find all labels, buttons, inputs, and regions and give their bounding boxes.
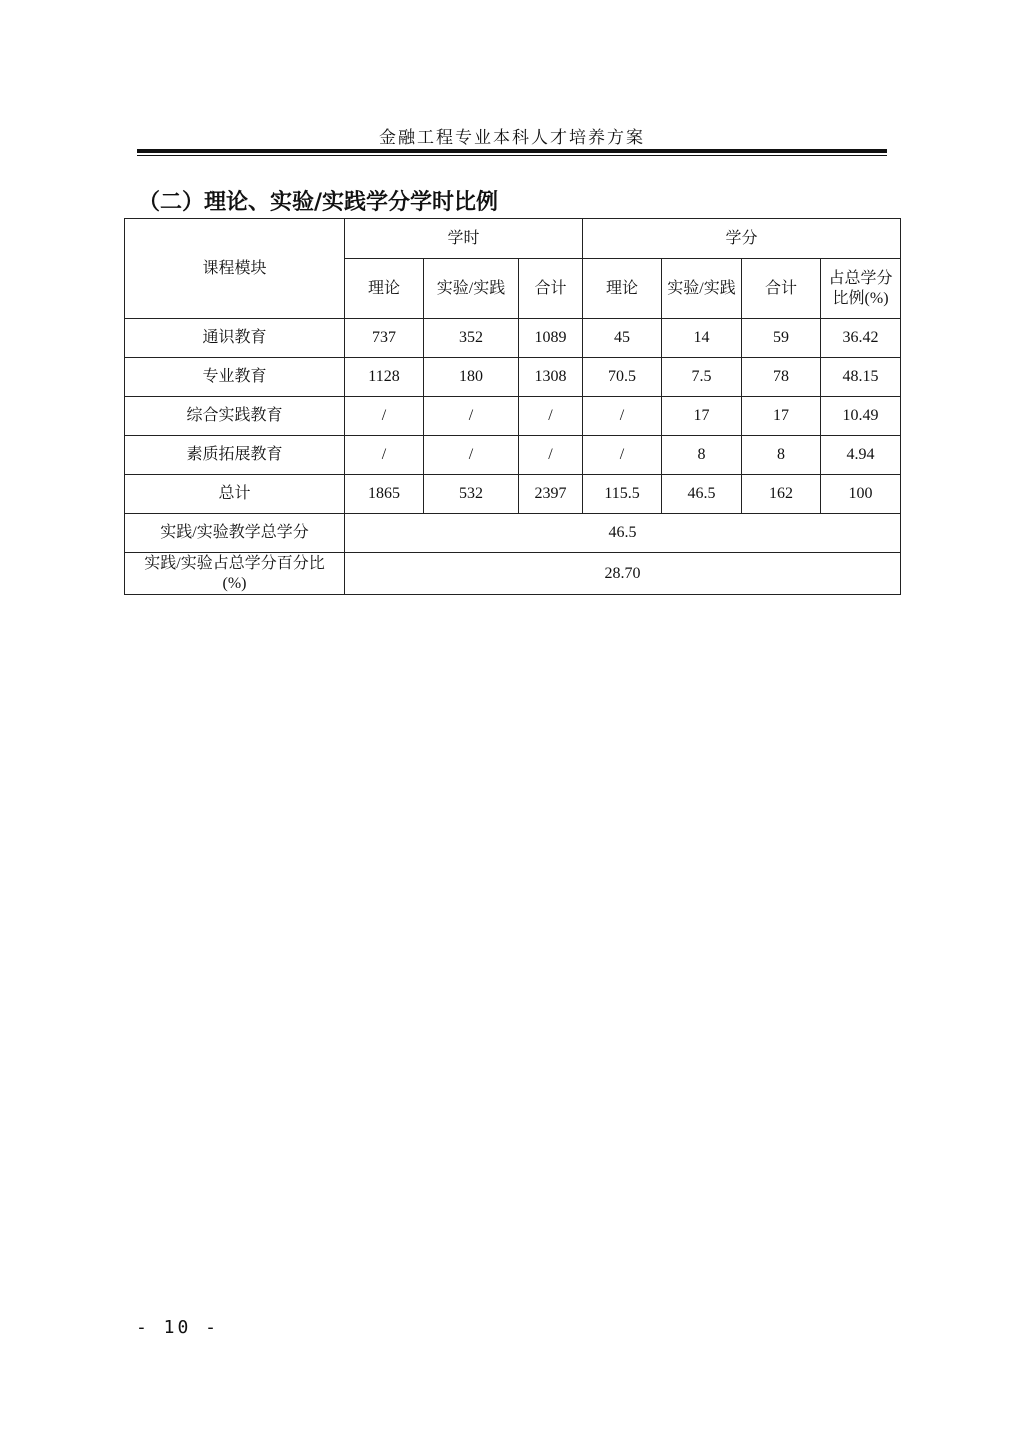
header-credits-ratio-line2: 比例(%)	[832, 289, 889, 307]
table-cell: 737	[345, 319, 424, 358]
summary-label-line2: (%)	[222, 574, 247, 592]
table-cell: 14	[662, 319, 742, 358]
credit-hours-ratio-table	[124, 218, 901, 595]
table-cell: 1089	[519, 319, 583, 358]
table-cell: 4.94	[821, 436, 901, 475]
summary-label-line1: 实践/实验占总学分百分比	[144, 555, 325, 573]
table-cell: /	[583, 397, 662, 436]
table-cell: /	[583, 436, 662, 475]
table-cell: /	[345, 436, 424, 475]
summary-label	[125, 553, 345, 595]
table-row	[125, 397, 901, 436]
table-row	[125, 436, 901, 475]
page-number: - 10 -	[136, 1317, 220, 1338]
table-cell: 48.15	[821, 358, 901, 397]
summary-label: 实践/实验教学总学分	[125, 514, 345, 553]
table-cell: 46.5	[662, 475, 742, 514]
table-cell: 1308	[519, 358, 583, 397]
header-hours-practice: 实验/实践	[424, 259, 519, 319]
table-cell: /	[519, 436, 583, 475]
table-cell: /	[345, 397, 424, 436]
table-cell: 8	[662, 436, 742, 475]
summary-row-practice-credits	[125, 514, 901, 553]
table-cell: 10.49	[821, 397, 901, 436]
table-cell: 45	[583, 319, 662, 358]
table-cell: 17	[742, 397, 821, 436]
table-cell: 180	[424, 358, 519, 397]
table-cell: /	[424, 436, 519, 475]
summary-row-practice-percent	[125, 553, 901, 595]
table-cell: 78	[742, 358, 821, 397]
table-cell: 532	[424, 475, 519, 514]
table-cell: 8	[742, 436, 821, 475]
row-module-label: 通识教育	[125, 319, 345, 358]
header-hours-theory: 理论	[345, 259, 424, 319]
table-cell: 17	[662, 397, 742, 436]
summary-value: 28.70	[345, 553, 901, 595]
table-row	[125, 358, 901, 397]
table-row	[125, 319, 901, 358]
table-cell: 70.5	[583, 358, 662, 397]
table-cell: 352	[424, 319, 519, 358]
header-credits-ratio-line1: 占总学分	[828, 270, 893, 288]
table-cell: 2397	[519, 475, 583, 514]
table-cell: 7.5	[662, 358, 742, 397]
row-module-label: 综合实践教育	[125, 397, 345, 436]
header-group-hours: 学时	[345, 219, 583, 259]
summary-value: 46.5	[345, 514, 901, 553]
document-header-title: 金融工程专业本科人才培养方案	[379, 128, 645, 148]
table-cell: /	[519, 397, 583, 436]
header-credits-practice: 实验/实践	[662, 259, 742, 319]
table-cell: 1128	[345, 358, 424, 397]
header-hours-total: 合计	[519, 259, 583, 319]
table-row-total	[125, 475, 901, 514]
table-cell: 100	[821, 475, 901, 514]
row-module-label: 素质拓展教育	[125, 436, 345, 475]
header-rule-thin	[137, 155, 887, 156]
header-rule-thick	[137, 149, 887, 153]
table-cell: 1865	[345, 475, 424, 514]
header-course-module: 课程模块	[125, 219, 345, 319]
table-cell: 115.5	[583, 475, 662, 514]
table-cell: 162	[742, 475, 821, 514]
header-credits-total: 合计	[742, 259, 821, 319]
table-cell: 36.42	[821, 319, 901, 358]
section-heading: （二）理论、实验/实践学分学时比例	[138, 190, 499, 215]
header-credits-ratio	[821, 259, 901, 319]
row-module-label: 总计	[125, 475, 345, 514]
table-cell: 59	[742, 319, 821, 358]
row-module-label: 专业教育	[125, 358, 345, 397]
header-group-credits: 学分	[583, 219, 901, 259]
table-cell: /	[424, 397, 519, 436]
table-header-row-group	[125, 219, 901, 259]
header-credits-theory: 理论	[583, 259, 662, 319]
